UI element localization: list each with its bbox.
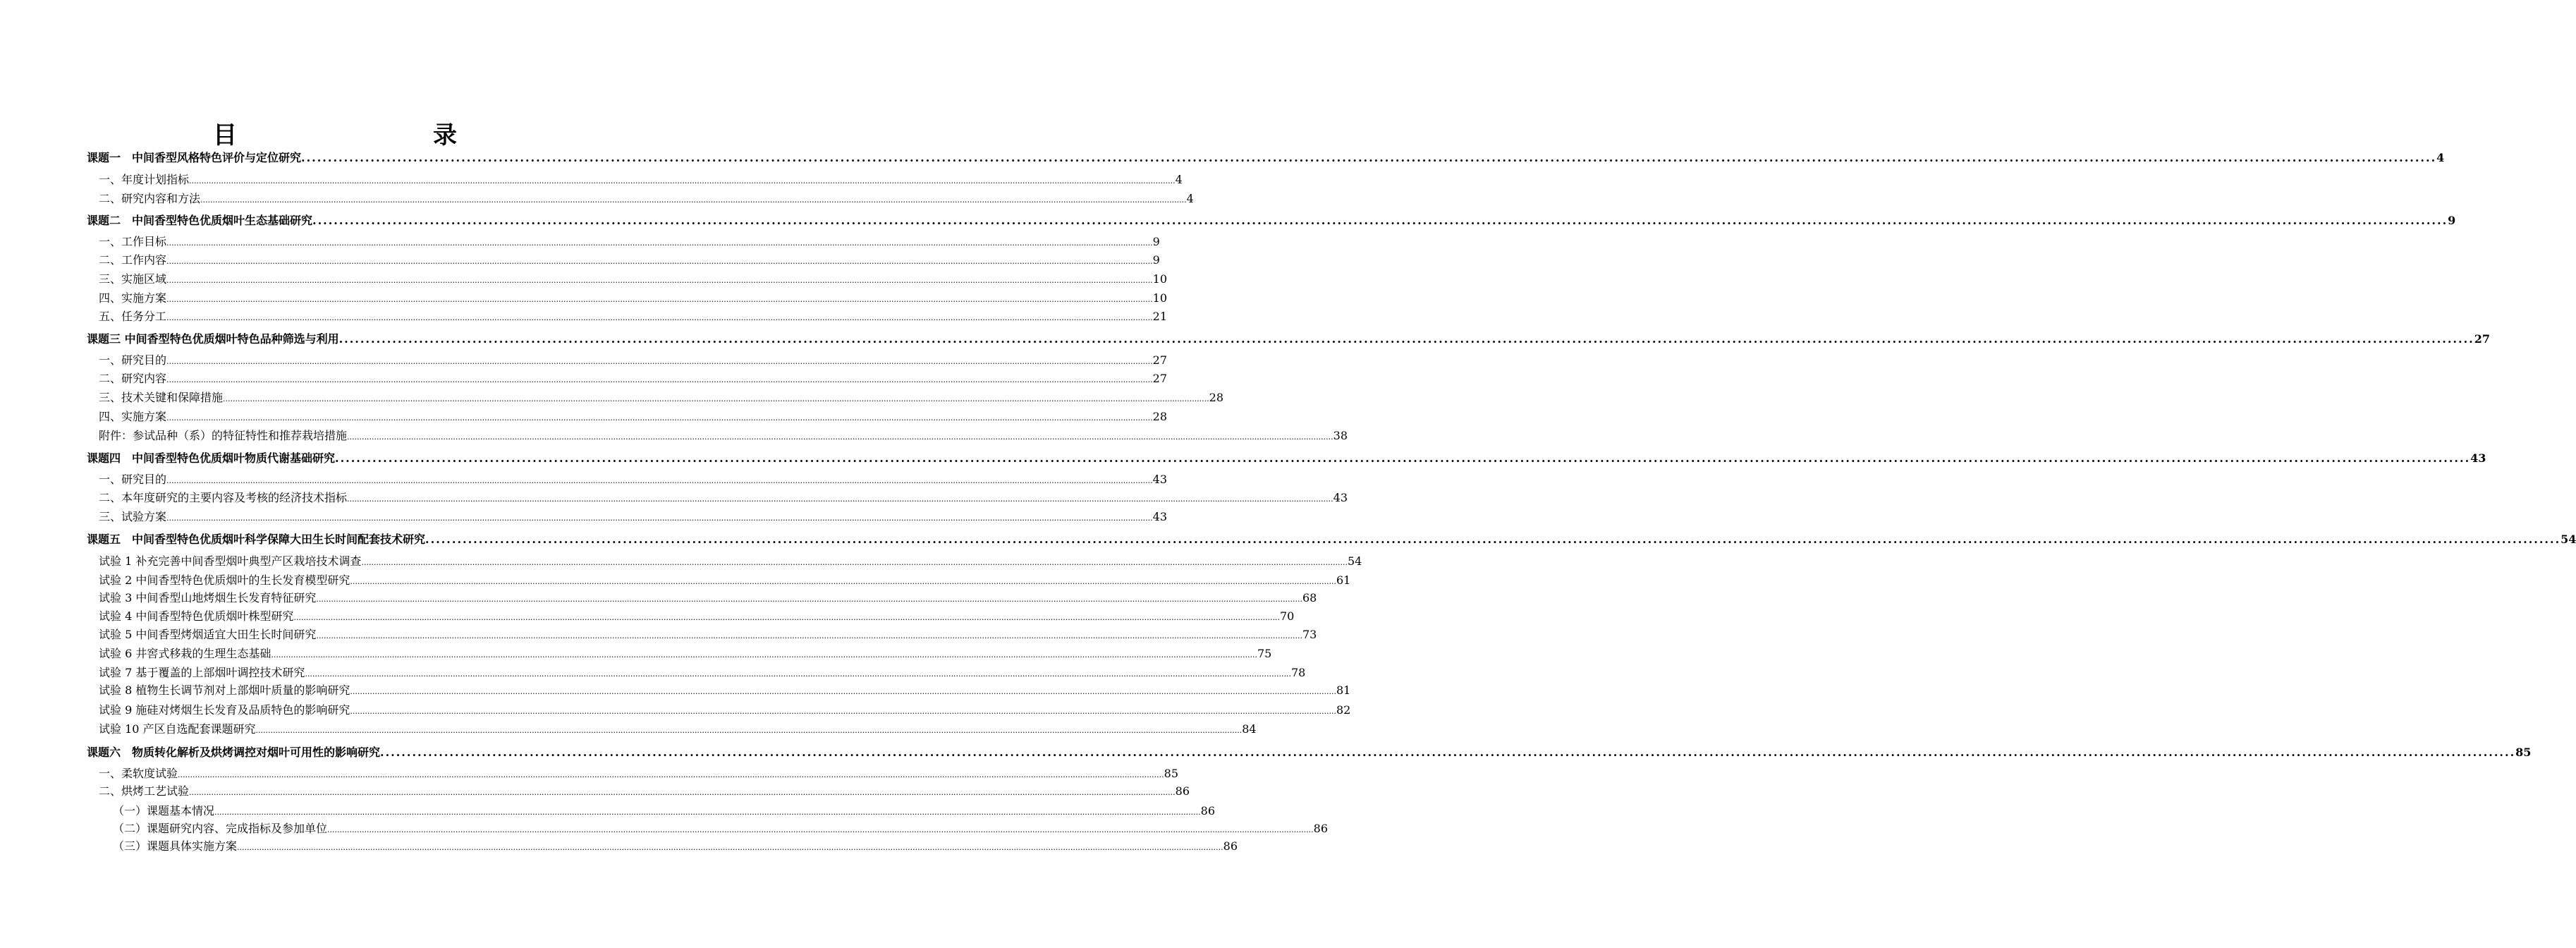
toc-page-number: 81 [1336,683,1351,697]
toc-dot-leader: ................................................................................................................................................................................................................................................................................................................................................................................................................ [335,451,2471,465]
toc-page-number: 86 [1313,822,1329,835]
toc-dot-leader: ................................................................................................................................................................................................................................................................................................................................................................................................................ [293,613,1280,622]
toc-section-entry[interactable] [113,803,1216,820]
toc-entry-label: 课题一 中间香型风格特色评价与定位研究 [87,151,302,164]
toc-entry-label: 二、研究内容和方法 [99,192,201,205]
toc-entry-label: 一、研究目的 [99,353,167,367]
toc-entry-label: 课题六 物质转化解析及烘烤调控对烟叶可用性的影响研究 [87,746,381,759]
toc-section-entry[interactable] [99,626,1317,643]
toc-dot-leader: ................................................................................................................................................................................................................................................................................................................................................................................................................ [223,394,1209,403]
toc-entry-label: 试验 2 中间香型特色优质烟叶的生长发育模型研究 [99,573,350,587]
toc-dot-leader: ................................................................................................................................................................................................................................................................................................................................................................................................................ [237,843,1223,852]
toc-page-number: 86 [1200,804,1216,818]
toc-section-entry[interactable] [99,645,1272,662]
toc-dot-leader: ................................................................................................................................................................................................................................................................................................................................................................................................................ [350,707,1336,716]
toc-page-number: 9 [2448,214,2456,227]
toc-dot-leader: ................................................................................................................................................................................................................................................................................................................................................................................................................ [327,825,1314,834]
toc-entry-label: 二、本年度研究的主要内容及考核的经济技术指标 [99,491,348,504]
toc-entry-label: 课题五 中间香型特色优质烟叶科学保障大田生长时间配套技术研究 [87,533,426,546]
toc-dot-leader: ................................................................................................................................................................................................................................................................................................................................................................................................................ [316,631,1302,640]
toc-page-number: 82 [1336,703,1351,717]
toc-entry-label: 试验 9 施硅对烤烟生长发育及品质特色的影响研究 [99,703,350,717]
toc-section-entry[interactable] [113,820,1329,837]
toc-entry-label: （三）课题具体实施方案 [113,839,238,853]
toc-page-number: 54 [1348,554,1362,568]
toc-chapter-entry[interactable] [87,212,2456,229]
toc-entry-label: 附件：参试品种（系）的特征特性和推荐栽培措施 [99,429,348,442]
toc-chapter-entry[interactable] [87,331,2490,348]
toc-entry-label: 二、工作内容 [99,253,167,267]
toc-page-number: 9 [1152,253,1160,267]
toc-section-entry[interactable] [99,490,1348,506]
toc-dot-leader: ................................................................................................................................................................................................................................................................................................................................................................................................................ [214,808,1201,817]
toc-page-number: 10 [1152,291,1168,305]
toc-dot-leader: ................................................................................................................................................................................................................................................................................................................................................................................................................ [166,357,1153,366]
toc-section-entry[interactable] [99,308,1168,325]
toc-section-entry[interactable] [99,702,1351,719]
toc-dot-leader: ................................................................................................................................................................................................................................................................................................................................................................................................................ [200,195,1187,205]
toc-chapter-entry[interactable] [87,531,2576,548]
toc-section-entry[interactable] [99,721,1257,738]
toc-page-number: 86 [1175,784,1190,798]
toc-entry-label: 试验 6 井窖式移栽的生理生态基础 [99,647,271,660]
toc-page-number: 68 [1302,591,1317,604]
toc-page-number: 27 [1152,372,1168,385]
toc-entry-label: 课题二 中间香型特色优质烟叶生态基础研究 [87,214,313,227]
toc-page-number: 75 [1257,647,1272,660]
toc-section-entry[interactable] [99,408,1168,425]
toc-dot-leader: ................................................................................................................................................................................................................................................................................................................................................................................................................ [166,313,1153,322]
toc-entry-label: 试验 3 中间香型山地烤烟生长发育特征研究 [99,591,317,604]
toc-page-number: 43 [1333,491,1348,504]
toc-section-entry[interactable] [99,572,1351,589]
toc-section-entry[interactable] [99,190,1194,207]
toc-entry-label: 一、工作目标 [99,235,167,248]
toc-section-entry[interactable] [99,783,1190,800]
toc-entry-label: 二、烘烤工艺试验 [99,784,190,798]
toc-dot-leader: ................................................................................................................................................................................................................................................................................................................................................................................................................ [178,770,1164,779]
toc-chapter-entry[interactable] [87,744,2532,761]
toc-entry-label: 三、试验方案 [99,510,167,523]
toc-dot-leader: ................................................................................................................................................................................................................................................................................................................................................................................................................ [271,650,1257,660]
toc-page-number: 27 [2474,332,2490,346]
toc-dot-leader: ................................................................................................................................................................................................................................................................................................................................................................................................................ [166,514,1153,523]
toc-dot-leader: ................................................................................................................................................................................................................................................................................................................................................................................................................ [166,295,1153,304]
toc-section-entry[interactable] [99,664,1306,681]
toc-section-entry[interactable] [99,682,1351,699]
toc-dot-leader: ................................................................................................................................................................................................................................................................................................................................................................................................................ [316,595,1302,604]
toc-entry-label: 试验 5 中间香型烤烟适宜大田生长时间研究 [99,628,317,641]
toc-entry-label: 试验 1 补充完善中间香型烟叶典型产区栽培技术调查 [99,554,362,568]
toc-entry-label: 试验 7 基于覆盖的上部烟叶调控技术研究 [99,666,305,679]
toc-entry-label: 三、实施区域 [99,272,167,286]
toc-section-entry[interactable] [99,765,1179,782]
toc-entry-label: 试验 8 植物生长调节剂对上部烟叶质量的影响研究 [99,683,350,697]
toc-dot-leader: ................................................................................................................................................................................................................................................................................................................................................................................................................ [347,494,1333,504]
toc-dot-leader: ................................................................................................................................................................................................................................................................................................................................................................................................................ [350,687,1336,696]
toc-section-entry[interactable] [99,471,1168,488]
toc-entry-label: 四、实施方案 [99,291,167,305]
toc-dot-leader: ................................................................................................................................................................................................................................................................................................................................................................................................................ [350,577,1336,586]
toc-page-number: 21 [1152,310,1168,323]
toc-section-entry[interactable] [99,290,1168,307]
toc-dot-leader: ................................................................................................................................................................................................................................................................................................................................................................................................................ [301,151,2437,164]
toc-page-number: 4 [1186,192,1194,205]
toc-entry-label: 试验 10 产区自选配套课题研究 [99,722,256,736]
toc-page-number: 4 [1175,173,1183,186]
toc-dot-leader: ................................................................................................................................................................................................................................................................................................................................................................................................................ [166,375,1153,384]
toc-page-number: 85 [1164,767,1179,780]
toc-entry-label: 五、任务分工 [99,310,167,323]
toc-entry-label: 三、技术关键和保障措施 [99,391,224,404]
toc-page-number: 38 [1333,429,1348,442]
toc-page-number: 10 [1152,272,1168,286]
toc-entry-label: 课题三 中间香型特色优质烟叶特色品种筛选与利用 [87,332,339,346]
toc-page-number: 70 [1280,609,1295,623]
toc-page-number: 85 [2515,746,2532,759]
toc-section-entry[interactable] [99,370,1168,387]
toc-section-entry[interactable] [99,590,1317,607]
toc-page-number: 61 [1336,573,1351,587]
toc-dot-leader: ................................................................................................................................................................................................................................................................................................................................................................................................................ [305,669,1291,679]
toc-section-entry[interactable] [99,271,1168,288]
toc-entry-label: 试验 4 中间香型特色优质烟叶株型研究 [99,609,294,623]
toc-dot-leader: ................................................................................................................................................................................................................................................................................................................................................................................................................ [338,332,2474,346]
toc-section-entry[interactable] [99,608,1295,625]
toc-dot-leader: ................................................................................................................................................................................................................................................................................................................................................................................................................ [166,476,1153,485]
toc-dot-leader: ................................................................................................................................................................................................................................................................................................................................................................................................................ [255,726,1243,735]
toc-dot-leader: ................................................................................................................................................................................................................................................................................................................................................................................................................ [361,558,1348,567]
toc-section-entry[interactable] [99,427,1348,444]
toc-page-number: 28 [1209,391,1224,404]
toc-dot-leader: ................................................................................................................................................................................................................................................................................................................................................................................................................ [347,432,1333,442]
toc-entry-label: 一、研究目的 [99,473,167,486]
toc-entry-label: 一、年度计划指标 [99,173,190,186]
toc-section-entry[interactable] [99,171,1183,188]
toc-page-number: 73 [1302,628,1317,641]
toc-section-entry[interactable] [99,233,1160,250]
toc-section-entry[interactable] [99,509,1168,525]
toc-page-number: 9 [1152,235,1160,248]
toc-section-entry[interactable] [99,352,1168,369]
toc-page-number: 86 [1223,839,1238,853]
toc-chapter-entry[interactable] [87,150,2445,166]
toc-entry-label: （二）课题研究内容、完成指标及参加单位 [113,822,328,835]
toc-page-number: 78 [1291,666,1306,679]
toc-chapter-entry[interactable] [87,450,2486,467]
toc-dot-leader: ................................................................................................................................................................................................................................................................................................................................................................................................................ [166,257,1153,266]
toc-dot-leader: ................................................................................................................................................................................................................................................................................................................................................................................................................ [425,533,2561,546]
toc-page-number: 54 [2560,533,2576,546]
toc-dot-leader: ................................................................................................................................................................................................................................................................................................................................................................................................................ [189,788,1176,797]
toc-page-number: 84 [1242,722,1257,736]
toc-dot-leader: ................................................................................................................................................................................................................................................................................................................................................................................................................ [380,746,2516,759]
toc-section-entry[interactable] [113,838,1238,855]
page-title: 目 录 [213,121,506,150]
toc-entry-label: （一）课题基本情况 [113,804,215,818]
toc-entry-label: 二、研究内容 [99,372,167,385]
toc-page-number: 43 [1152,510,1168,523]
toc-entry-label: 一、柔软度试验 [99,767,178,780]
toc-page-number: 43 [1152,473,1168,486]
toc-page-number: 4 [2436,151,2445,164]
toc-entry-label: 课题四 中间香型特色优质烟叶物质代谢基础研究 [87,451,336,465]
toc-dot-leader: ................................................................................................................................................................................................................................................................................................................................................................................................................ [312,214,2448,227]
toc-section-entry[interactable] [99,252,1160,269]
toc-page-number: 43 [2470,451,2486,465]
toc-page-number: 27 [1152,353,1168,367]
toc-dot-leader: ................................................................................................................................................................................................................................................................................................................................................................................................................ [189,176,1176,186]
toc-section-entry[interactable] [99,553,1362,570]
toc-dot-leader: ................................................................................................................................................................................................................................................................................................................................................................................................................ [166,276,1153,285]
toc-dot-leader: ................................................................................................................................................................................................................................................................................................................................................................................................................ [166,413,1153,423]
toc-dot-leader: ................................................................................................................................................................................................................................................................................................................................................................................................................ [166,238,1153,248]
toc-page-number: 28 [1152,410,1168,423]
toc-entry-label: 四、实施方案 [99,410,167,423]
toc-section-entry[interactable] [99,389,1224,406]
